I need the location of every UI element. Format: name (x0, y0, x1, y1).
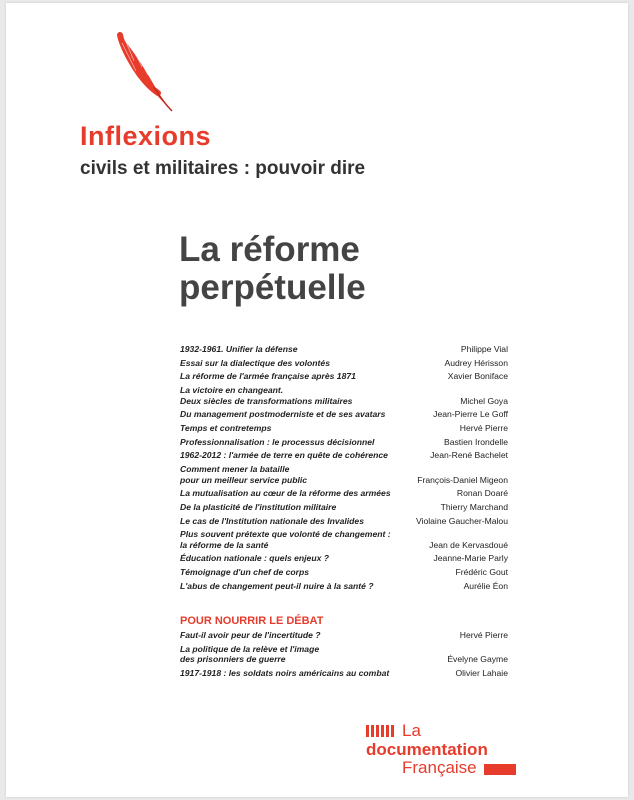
debate-contents (180, 630, 508, 682)
toc-entry (180, 516, 508, 527)
toc-entry-title-line: Témoignage d'un chef de corps (180, 567, 310, 578)
toc-entry (180, 344, 508, 355)
book-cover (6, 3, 628, 797)
publisher-logo (366, 721, 526, 781)
toc-entry-title (180, 553, 329, 564)
publisher-line-2: documentation (366, 740, 488, 759)
toc-entry (180, 668, 508, 679)
toc-entry-author: Olivier Lahaie (455, 667, 508, 678)
toc-entry-author: Jean-René Bachelet (430, 450, 508, 461)
toc-entry-title-line: Comment mener la bataille (180, 464, 290, 474)
toc-entry-title (180, 488, 391, 499)
toc-entry-title-line: L'abus de changement peut-il nuire à la santé ? (180, 580, 374, 591)
toc-entry-title-line: Le cas de l'Institution nationale des Invalides (180, 515, 364, 526)
toc-entry-title (180, 529, 391, 550)
toc-entry-title-line: La mutualisation au cœur de la réforme des armées (180, 488, 391, 499)
toc-entry-title-line: Essai sur la dialectique des volontés (180, 357, 330, 368)
toc-entry-title-line: 1917-1918 : les soldats noirs américains au combat (180, 667, 390, 678)
toc-entry-title (180, 437, 374, 448)
toc-entry-title (180, 464, 307, 485)
toc-entry-author: Michel Goya (460, 395, 508, 406)
toc-entry-title-line: La politique de la relève et l'image (180, 643, 320, 654)
toc-entry-title-line: Temps et contretemps (180, 422, 272, 433)
toc-entry-title-line: Faut-il avoir peur de l'incertitude ? (180, 630, 321, 640)
logo-block (484, 764, 516, 775)
toc-entry (180, 437, 508, 448)
toc-entry-title-line: La réforme de l'armée française après 1871 (180, 371, 356, 382)
toc-entry-author: François-Daniel Migeon (417, 474, 508, 485)
debate-section-heading: POUR NOURRIR LE DÉBAT (180, 615, 324, 627)
toc-entry-author: Bastien Irondelle (443, 436, 508, 447)
issue-title (179, 231, 366, 307)
toc-entry-title-line: 1962-2012 : l'armée de terre en quête de cohérence (180, 450, 388, 461)
toc-entry (180, 502, 508, 513)
toc-entry (180, 529, 508, 550)
toc-entry (180, 630, 508, 641)
journal-name: Inflexions (80, 121, 212, 151)
toc-entry-title-line: De la plasticité de l'institution militaire (180, 501, 337, 512)
toc-entry (180, 567, 508, 578)
toc-entry-author: Jean-Pierre Le Goff (433, 409, 508, 420)
publisher-line-3: Française (402, 758, 477, 777)
toc-entry-author: Violaine Gaucher-Malou (415, 515, 508, 526)
toc-entry-author: Hervé Pierre (459, 630, 508, 640)
issue-title-line-1: La réforme (179, 230, 360, 269)
toc-entry-title (180, 344, 298, 355)
toc-entry-title-line: pour un meilleur service public (180, 474, 308, 485)
toc-entry-author: Thierry Marchand (440, 501, 508, 512)
table-of-contents (180, 344, 508, 595)
toc-entry-title (180, 644, 319, 665)
toc-entry-title (180, 371, 356, 382)
toc-entry-author: Évelyne Gayme (447, 654, 508, 665)
toc-entry-author: Jean de Kervasdoué (429, 539, 508, 550)
issue-title-line-2: perpétuelle (179, 268, 366, 307)
toc-entry-title-line: Éducation nationale : quels enjeux ? (180, 553, 329, 564)
toc-entry (180, 385, 508, 406)
toc-entry-title (180, 409, 385, 420)
toc-entry (180, 423, 508, 434)
toc-entry-title-line: des prisonniers de guerre (180, 654, 286, 665)
toc-entry-author: Ronan Doaré (456, 488, 508, 499)
toc-entry-title-line: Plus souvent prétexte que volonté de changement : (180, 529, 391, 540)
journal-tagline: civils et militaires : pouvoir dire (80, 158, 366, 179)
toc-entry-title (180, 358, 330, 369)
toc-entry-title (180, 581, 374, 592)
toc-entry (180, 371, 508, 382)
toc-entry-title-line: Professionnalisation : le processus décisionnel (180, 436, 375, 447)
toc-entry-author: Xavier Boniface (447, 371, 508, 382)
toc-entry (180, 358, 508, 369)
toc-entry-title (180, 516, 364, 527)
toc-entry-author: Hervé Pierre (459, 422, 508, 433)
toc-entry (180, 450, 508, 461)
toc-entry (180, 464, 508, 485)
feather-icon (114, 31, 176, 115)
toc-entry-title-line: 1932-1961. Unifier la défense (180, 344, 298, 354)
toc-entry-title (180, 502, 336, 513)
toc-entry-author: Jeanne-Marie Parly (433, 553, 508, 564)
toc-entry-author: Philippe Vial (460, 344, 508, 354)
toc-entry-title-line: Deux siècles de transformations militaires (180, 395, 353, 406)
publisher-line-1: La (402, 721, 421, 740)
toc-entry-title (180, 668, 389, 679)
toc-entry-author: Frédéric Gout (455, 567, 508, 578)
toc-entry-author: Audrey Hérisson (444, 357, 508, 368)
toc-entry-title (180, 450, 388, 461)
toc-entry-title (180, 423, 271, 434)
toc-entry-author: Aurélie Éon (463, 580, 508, 591)
toc-entry-title-line: Du management postmoderniste et de ses avatars (180, 409, 386, 420)
toc-entry (180, 644, 508, 665)
toc-entry-title (180, 567, 309, 578)
bars-icon (366, 725, 398, 737)
toc-entry (180, 488, 508, 499)
toc-entry-title-line: la réforme de la santé (180, 539, 269, 550)
toc-entry-title (180, 630, 321, 641)
toc-entry (180, 553, 508, 564)
toc-entry (180, 581, 508, 592)
toc-entry-title (180, 385, 352, 406)
toc-entry-title-line: La victoire en changeant. (180, 385, 284, 396)
toc-entry (180, 409, 508, 420)
